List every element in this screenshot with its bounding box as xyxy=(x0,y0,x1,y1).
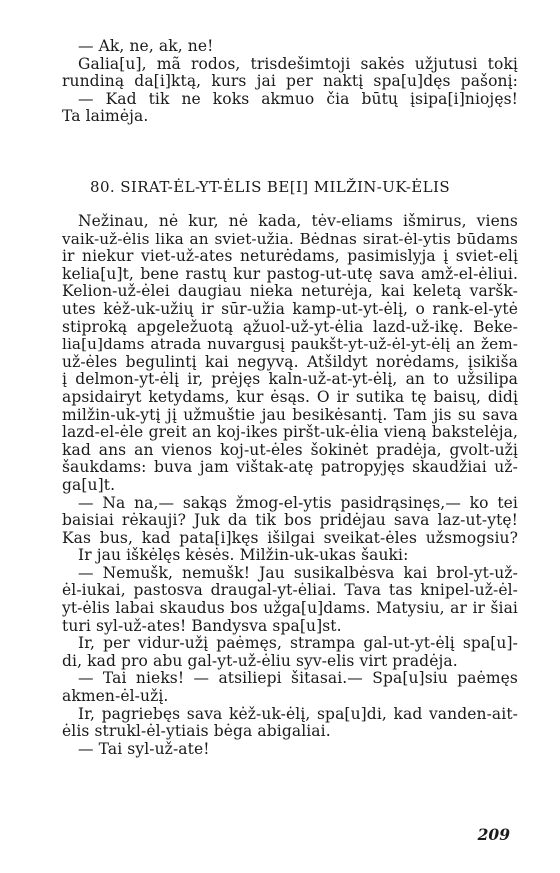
text-line: akmen-ėl-užį. xyxy=(62,687,169,706)
text-line: Galia[u], mã rodos, trisdešimtoji sakės užjutusi tokį xyxy=(78,54,518,73)
text-line: vaik-už-ėlis lika an sviet-užia. Bėdnas sirat-ėl-ytis būdams xyxy=(62,229,518,248)
text-line: ga[u]t. xyxy=(62,475,116,494)
text-line: ėlis strukl-ėl-ytiais bėga abigaliai. xyxy=(62,722,331,741)
story-heading: 80. SIRAT-ĖL-YT-ĖLIS BE[I] MILŽIN-UK-ĖLIS xyxy=(90,178,451,196)
text-line: — Ak, ne, ak, ne! xyxy=(78,37,214,55)
previous-story-ending xyxy=(62,38,518,126)
text-line: ir niekur viet-už-ates neturėdams, pasimislyja į sviet-elį xyxy=(62,247,518,266)
text-line: į delmon-yt-ėlį ir, prėjęs kaln-už-at-yt-ėlį, an to užsilipa xyxy=(62,370,518,389)
text-line: rundiną da[i]ktą, kurs jai per naktį spa[u]dęs pašonį: xyxy=(62,72,518,91)
text-line: už-ėles begulintį kai negyvą. Atšildyt norėdams, įsikiša xyxy=(62,352,518,371)
text-line: — Na na,— sakąs žmog-el-ytis pasidrąsinęs,— ko tei xyxy=(78,493,518,512)
text-line: — Tai syl-už-ate! xyxy=(78,739,210,758)
text-line: milžin-uk-ytį jį užmuštie jau besikėsantį. Tam jis su sava xyxy=(62,405,518,424)
text-line: Kas bus, kad pata[i]kęs išilgai sveikat-ėles užsmogsiu? xyxy=(62,528,518,547)
page-number: 209 xyxy=(477,825,510,844)
text-line: kad ans an vienos koj-ut-ėles šokinėt pradėja, gvolt-užį xyxy=(62,440,518,459)
text-line: baisiai rėkauji? Juk da tik bos pridėjau sava laz-ut-ytę! xyxy=(62,511,518,530)
text-line: Kelion-už-ėlei daugiau nieka neturėja, kai keletą varšk- xyxy=(62,282,518,301)
text-line: ėl-iukai, pastosva draugal-yt-ėliai. Tava tas knipel-už-ėl- xyxy=(62,581,518,600)
text-line: Ir jau iškėlęs kėsės. Milžin-uk-ukas šauki: xyxy=(78,546,409,565)
text-line: turi syl-už-ates! Bandysva spa[u]st. xyxy=(62,616,342,635)
text-line: stiproką apgeležuotą ąžuol-už-yt-ėlia lazd-už-ikę. Beke- xyxy=(62,317,518,336)
text-line: utes kėž-uk-užių ir sūr-užia kamp-ut-yt-ėlį, o rank-el-ytė xyxy=(62,299,518,318)
text-line: Nežinau, nė kur, nė kada, tėv-eliams išmirus, viens xyxy=(78,212,518,230)
text-line: šaukdams: buva jam vištak-atę patropyjęs skaudžiai už- xyxy=(62,458,518,477)
text-line: kelia[u]t, bene rastų kur pastog-ut-utę sava amž-el-ėliui. xyxy=(62,264,518,283)
text-line: di, kad pro abu gal-yt-už-ėliu syv-elis virt pradėja. xyxy=(62,651,458,670)
story-body xyxy=(62,213,518,758)
text-line: Ir, per vidur-užį paėmęs, strampa gal-ut-yt-ėlį spa[u]- xyxy=(78,634,518,653)
text-line: — Tai nieks! — atsiliepi šitasai.— Spa[u]siu paėmęs xyxy=(78,669,518,688)
text-line: lazd-el-ėle greit an koj-ikes piršt-uk-ėlia vieną bakstelėja, xyxy=(62,423,518,442)
text-line: — Nemušk, nemušk! Jau susikalbėsva kai brol-yt-už- xyxy=(78,563,518,582)
text-line: yt-ėlis labai skaudus bos užga[u]dams. Matysiu, ar ir šiai xyxy=(62,599,518,618)
text-line: — Kad tik ne koks akmuo čia būtų įsipa[i]niojęs! xyxy=(78,89,518,108)
text-line: Ta laimėja. xyxy=(62,107,149,126)
text-line: apsidairyt ketydams, kur ėsąs. O ir sutika tę baisų, didį xyxy=(62,387,518,406)
text-line: lia[u]dams atrada nuvargusį paukšt-yt-už-ėl-yt-ėlį an žem- xyxy=(62,335,518,354)
text-line: Ir, pagriebęs sava kėž-uk-ėlį, spa[u]di, kad vanden-ait- xyxy=(78,704,518,723)
